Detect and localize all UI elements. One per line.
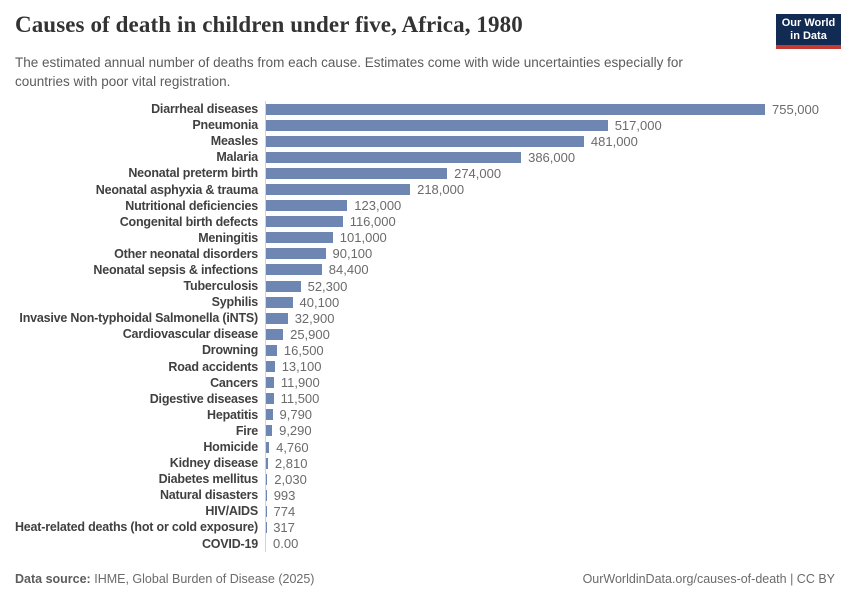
bar: [266, 345, 277, 356]
row-bar-area: [265, 455, 850, 471]
row-bar-area: [265, 165, 850, 181]
bar: [266, 104, 765, 115]
row-label: [0, 440, 265, 454]
chart-row: [0, 326, 850, 342]
chart-row: [0, 375, 850, 391]
row-label-text: HIV/AIDS: [205, 504, 258, 519]
row-label-text: Congenital birth defects: [119, 214, 258, 229]
credit-link: OurWorldinData.org/causes-of-death | CC BY: [582, 572, 835, 586]
row-bar-area: [265, 246, 850, 262]
row-bar-area: [265, 391, 850, 407]
chart-row: [0, 342, 850, 358]
bar-value-label: 116,000: [349, 214, 396, 230]
chart-row: [0, 246, 850, 262]
row-label-text: Natural disasters: [159, 488, 258, 503]
row-label-text: Nutritional deficiencies: [125, 198, 258, 213]
row-bar-area: [265, 262, 850, 278]
data-source-value: IHME, Global Burden of Disease (2025): [94, 572, 315, 586]
chart-row: [0, 471, 850, 487]
bar: [266, 152, 521, 163]
bar-value-label: 123,000: [354, 198, 402, 214]
chart-row: [0, 181, 850, 197]
chart-row: [0, 101, 850, 117]
row-bar-area: [265, 278, 850, 294]
chart-footer: [15, 572, 835, 586]
row-label: [0, 247, 265, 261]
bar-value-label: 13,100: [281, 359, 322, 375]
row-bar-area: [265, 536, 850, 552]
bar: [266, 184, 410, 195]
row-bar-area: [265, 519, 850, 535]
row-label-text: Homicide: [203, 440, 258, 455]
owid-logo-line2: in Data: [790, 29, 827, 42]
row-label-text: Heat-related deaths (hot or cold exposure): [14, 520, 258, 535]
row-label-text: Malaria: [216, 150, 258, 165]
bar-value-label: 0.00: [273, 536, 299, 552]
row-label: [0, 392, 265, 406]
bar-value-label: 218,000: [417, 182, 465, 198]
row-label: [0, 183, 265, 197]
row-bar-area: [265, 230, 850, 246]
owid-logo-line1: Our World: [781, 16, 836, 29]
row-label-text: Diarrheal diseases: [151, 102, 258, 117]
bar-value-label: 52,300: [307, 278, 348, 294]
row-bar-area: [265, 375, 850, 391]
row-label-text: Drowning: [201, 343, 258, 358]
bar: [266, 393, 274, 404]
bar-value-label: 40,100: [299, 294, 340, 310]
bar: [266, 329, 283, 340]
chart-row: [0, 230, 850, 246]
chart-row: [0, 165, 850, 181]
row-label: [0, 199, 265, 213]
row-label-text: Syphilis: [211, 295, 258, 310]
chart-row: [0, 310, 850, 326]
row-label-text: Cancers: [210, 375, 258, 390]
row-label-text: Digestive diseases: [149, 391, 258, 406]
row-label: [0, 537, 265, 551]
bar: [266, 474, 267, 485]
row-label: [0, 360, 265, 374]
bar-value-label: 2,030: [274, 471, 307, 487]
chart-row: [0, 439, 850, 455]
row-label-text: Cardiovascular disease: [122, 327, 258, 342]
chart-row: [0, 359, 850, 375]
row-label-text: COVID-19: [201, 536, 258, 551]
bar: [266, 248, 326, 259]
row-label: [0, 488, 265, 502]
row-bar-area: [265, 487, 850, 503]
row-bar-area: [265, 439, 850, 455]
chart-row: [0, 487, 850, 503]
row-label: [0, 102, 265, 116]
row-label: [0, 295, 265, 309]
data-source-label: Data source:: [15, 572, 91, 586]
row-bar-area: [265, 149, 850, 165]
row-label-text: Diabetes mellitus: [158, 472, 258, 487]
row-label: [0, 215, 265, 229]
bar-value-label: 25,900: [290, 326, 330, 342]
row-bar-area: [265, 359, 850, 375]
row-bar-area: [265, 294, 850, 310]
row-label-text: Tuberculosis: [183, 279, 258, 294]
row-label-text: Fire: [235, 423, 258, 438]
bar-value-label: 32,900: [294, 310, 335, 326]
bar: [266, 200, 347, 211]
row-label-text: Invasive Non-typhoidal Salmonella (iNTS): [19, 311, 258, 326]
chart-row: [0, 117, 850, 133]
bar-value-label: 90,100: [332, 246, 373, 262]
row-label-text: Kidney disease: [169, 456, 258, 471]
bar: [266, 458, 268, 469]
row-label: [0, 279, 265, 293]
chart-row: [0, 503, 850, 519]
row-label: [0, 150, 265, 164]
row-label: [0, 520, 265, 534]
row-label-text: Road accidents: [168, 359, 258, 374]
bar-value-label: 11,900: [280, 375, 320, 391]
row-label: [0, 231, 265, 245]
row-label: [0, 472, 265, 486]
chart-title: Causes of death in children under five, Africa, 1980: [15, 12, 523, 37]
chart-row: [0, 214, 850, 230]
row-label: [0, 504, 265, 518]
row-bar-area: [265, 198, 850, 214]
bar: [266, 232, 333, 243]
row-label-text: Hepatitis: [207, 407, 258, 422]
row-label: [0, 456, 265, 470]
row-bar-area: [265, 326, 850, 342]
row-label-text: Neonatal preterm birth: [128, 166, 258, 181]
bar: [266, 297, 293, 308]
row-label: [0, 408, 265, 422]
bar-value-label: 481,000: [590, 133, 638, 149]
row-bar-area: [265, 423, 850, 439]
bar-value-label: 274,000: [454, 165, 502, 181]
bar: [266, 136, 584, 147]
bar-value-label: 101,000: [339, 230, 387, 246]
bar-value-label: 386,000: [528, 149, 576, 165]
chart-row: [0, 294, 850, 310]
chart-subtitle: The estimated annual number of deaths from each cause. Estimates come with wide uncertainties especially for countries with poor vital registration.: [15, 55, 683, 90]
bar-value-label: 755,000: [772, 101, 819, 117]
row-label: [0, 263, 265, 277]
row-label-text: Pneumonia: [192, 118, 258, 133]
row-label: [0, 118, 265, 132]
row-bar-area: [265, 214, 850, 230]
bar: [266, 281, 301, 292]
bar: [266, 442, 269, 453]
chart-row: [0, 423, 850, 439]
bar: [266, 168, 447, 179]
row-bar-area: [265, 181, 850, 197]
chart-row: [0, 133, 850, 149]
row-bar-area: [265, 310, 850, 326]
row-label: [0, 134, 265, 148]
chart-row: [0, 198, 850, 214]
bar: [266, 490, 267, 501]
row-bar-area: [265, 133, 850, 149]
row-label: [0, 376, 265, 390]
row-label-text: Meningitis: [198, 230, 258, 245]
owid-logo: [776, 14, 841, 49]
row-bar-area: [265, 101, 850, 117]
row-bar-area: [265, 342, 850, 358]
bar: [266, 377, 274, 388]
chart-row: [0, 149, 850, 165]
row-label: [0, 343, 265, 357]
bar-value-label: 993: [273, 487, 296, 503]
row-label-text: Neonatal asphyxia & trauma: [95, 182, 258, 197]
bar-value-label: 317: [273, 519, 295, 535]
bar: [266, 425, 272, 436]
row-bar-area: [265, 471, 850, 487]
bar-value-label: 16,500: [283, 342, 324, 358]
bar-value-label: 84,400: [328, 262, 369, 278]
row-label: [0, 311, 265, 325]
bar: [266, 409, 273, 420]
chart-row: [0, 407, 850, 423]
row-bar-area: [265, 407, 850, 423]
chart-row: [0, 278, 850, 294]
row-label: [0, 327, 265, 341]
bar-value-label: 774: [273, 503, 296, 519]
bar: [266, 216, 343, 227]
bar: [266, 264, 322, 275]
chart-row: [0, 262, 850, 278]
bar-value-label: 517,000: [614, 117, 662, 133]
bar: [266, 361, 275, 372]
chart-row: [0, 455, 850, 471]
row-label: [0, 424, 265, 438]
row-label-text: Other neonatal disorders: [114, 246, 258, 261]
row-label-text: Measles: [210, 134, 258, 149]
row-label: [0, 166, 265, 180]
row-bar-area: [265, 503, 850, 519]
row-bar-area: [265, 117, 850, 133]
chart-row: [0, 519, 850, 535]
row-label-text: Neonatal sepsis & infections: [93, 262, 258, 277]
bar: [266, 120, 608, 131]
bar-value-label: 11,500: [280, 391, 320, 407]
chart-row: [0, 536, 850, 552]
bar: [266, 313, 288, 324]
bar-value-label: 9,290: [279, 423, 312, 439]
bar-value-label: 4,760: [276, 439, 309, 455]
bar-value-label: 2,810: [274, 455, 308, 471]
data-source: [15, 572, 314, 586]
bar: [266, 506, 267, 517]
chart-row: [0, 391, 850, 407]
bar-chart: [0, 101, 850, 552]
bar-value-label: 9,790: [279, 407, 313, 423]
